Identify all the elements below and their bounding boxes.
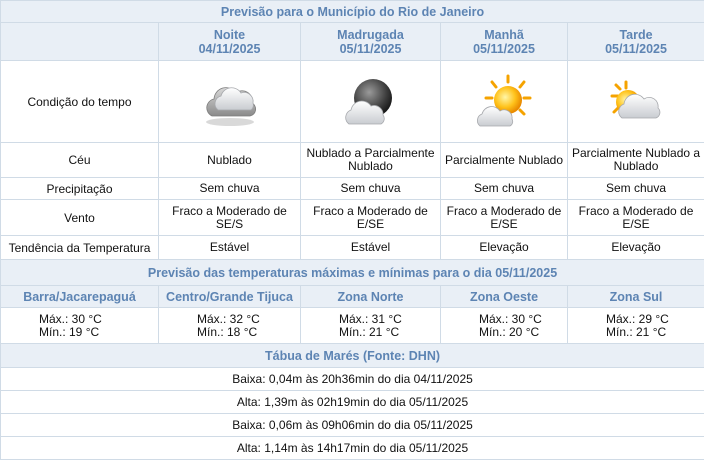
tide-row: Baixa: 0,06m às 09h06min do dia 05/11/2025	[1, 414, 704, 437]
tendencia-madrugada: Estável	[301, 236, 441, 260]
vento-tarde: Fraco a Moderado de E/SE	[568, 200, 704, 236]
precipitacao-noite: Sem chuva	[159, 178, 301, 200]
row-label-precipitacao: Precipitação	[1, 178, 159, 200]
tendencia-manha: Elevação	[441, 236, 568, 260]
header-corner	[1, 23, 159, 61]
vento-manha: Fraco a Moderado de E/SE	[441, 200, 568, 236]
tendencia-noite: Estável	[159, 236, 301, 260]
temp-max: Máx.: 30 °C	[39, 311, 102, 326]
zone-temps	[159, 308, 301, 344]
temp-min: Mín.: 21 °C	[339, 324, 400, 339]
forecast-title: Previsão para o Município do Rio de Janeiro	[1, 1, 704, 23]
zone-header: Zona Norte	[301, 286, 441, 308]
period-header-noite: Noite 04/11/2025	[159, 23, 301, 61]
zone-temps	[1, 308, 159, 344]
precipitacao-madrugada: Sem chuva	[301, 178, 441, 200]
vento-noite: Fraco a Moderado de SE/S	[159, 200, 301, 236]
zone-temps	[568, 308, 704, 344]
precipitacao-manha: Sem chuva	[441, 178, 568, 200]
zone-header: Zona Oeste	[441, 286, 568, 308]
temp-min: Mín.: 20 °C	[479, 324, 540, 339]
vento-madrugada: Fraco a Moderado de E/SE	[301, 200, 441, 236]
row-label-condicao: Condição do tempo	[1, 61, 159, 143]
tide-row: Alta: 1,14m às 14h17min do dia 05/11/2025	[1, 437, 704, 460]
zone-header: Centro/Grande Tijuca	[159, 286, 301, 308]
temps-title: Previsão das temperaturas máximas e mínimas para o dia 05/11/2025	[1, 260, 704, 286]
tide-row: Alta: 1,39m às 02h19min do dia 05/11/2025	[1, 391, 704, 414]
row-label-vento: Vento	[1, 200, 159, 236]
zone-header: Barra/Jacarepaguá	[1, 286, 159, 308]
temp-max: Máx.: 29 °C	[606, 311, 669, 326]
precipitacao-tarde: Sem chuva	[568, 178, 704, 200]
zone-temps	[441, 308, 568, 344]
temp-min: Mín.: 21 °C	[606, 324, 667, 339]
ceu-manha: Parcialmente Nublado	[441, 143, 568, 178]
temp-max: Máx.: 30 °C	[479, 311, 542, 326]
temp-max: Máx.: 31 °C	[339, 311, 402, 326]
temp-min: Mín.: 19 °C	[39, 324, 100, 339]
period-header-manha: Manhã 05/11/2025	[441, 23, 568, 61]
temp-min: Mín.: 18 °C	[197, 324, 258, 339]
row-label-ceu: Céu	[1, 143, 159, 178]
tendencia-tarde: Elevação	[568, 236, 704, 260]
tides-title: Tábua de Marés (Fonte: DHN)	[1, 344, 704, 368]
sun-behind-cloud-icon	[568, 61, 704, 143]
ceu-noite: Nublado	[159, 143, 301, 178]
zone-header: Zona Sul	[568, 286, 704, 308]
ceu-tarde: Parcialmente Nublado a Nublado	[568, 143, 704, 178]
period-header-tarde: Tarde 05/11/2025	[568, 23, 704, 61]
ceu-madrugada: Nublado a Parcialmente Nublado	[301, 143, 441, 178]
moon-cloud-icon	[301, 61, 441, 143]
temp-max: Máx.: 32 °C	[197, 311, 260, 326]
sun-cloud-icon	[441, 61, 568, 143]
tide-row: Baixa: 0,04m às 20h36min do dia 04/11/2025	[1, 368, 704, 391]
cloudy-night-icon	[159, 61, 301, 143]
row-label-tendencia: Tendência da Temperatura	[1, 236, 159, 260]
period-header-madrugada: Madrugada 05/11/2025	[301, 23, 441, 61]
zone-temps	[301, 308, 441, 344]
